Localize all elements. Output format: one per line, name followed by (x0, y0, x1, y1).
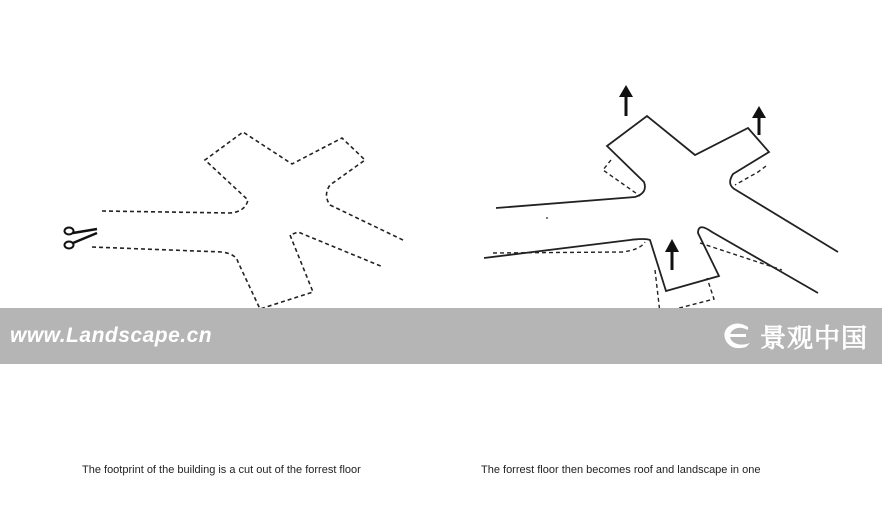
watermark-url: www.Landscape.cn (10, 324, 213, 347)
footprint-lower-edge (92, 232, 383, 309)
scissors-icon (65, 228, 98, 249)
watermark-logo (720, 318, 868, 354)
arrow-up-icon-top-right (752, 106, 766, 135)
original-footprint-dashed (493, 160, 782, 313)
logo-mark-icon (720, 319, 754, 353)
arrow-up-icon (619, 85, 766, 270)
dashed-left-notch (603, 160, 640, 196)
lifted-surface-solid (484, 116, 838, 293)
watermark-logo-text: 景观中国 (759, 323, 868, 354)
roof-landscape-shape (484, 116, 838, 313)
dashed-bottom-notch (655, 270, 714, 313)
caption-footprint: The footprint of the building is a cut out of the forrest floor (82, 464, 361, 476)
arrow-up-icon-top-left (619, 85, 633, 116)
stray-dot (546, 217, 548, 219)
watermark-banner (0, 308, 882, 364)
caption-roof-landscape: The forrest floor then becomes roof and landscape in one (481, 464, 761, 476)
solid-upper-edge (496, 116, 838, 252)
dashed-right-notch (735, 166, 766, 185)
footprint-upper-edge (102, 132, 405, 241)
arrow-up-icon-center (665, 239, 679, 270)
solid-lower-edge (484, 227, 818, 293)
footprint-outline (92, 132, 405, 309)
